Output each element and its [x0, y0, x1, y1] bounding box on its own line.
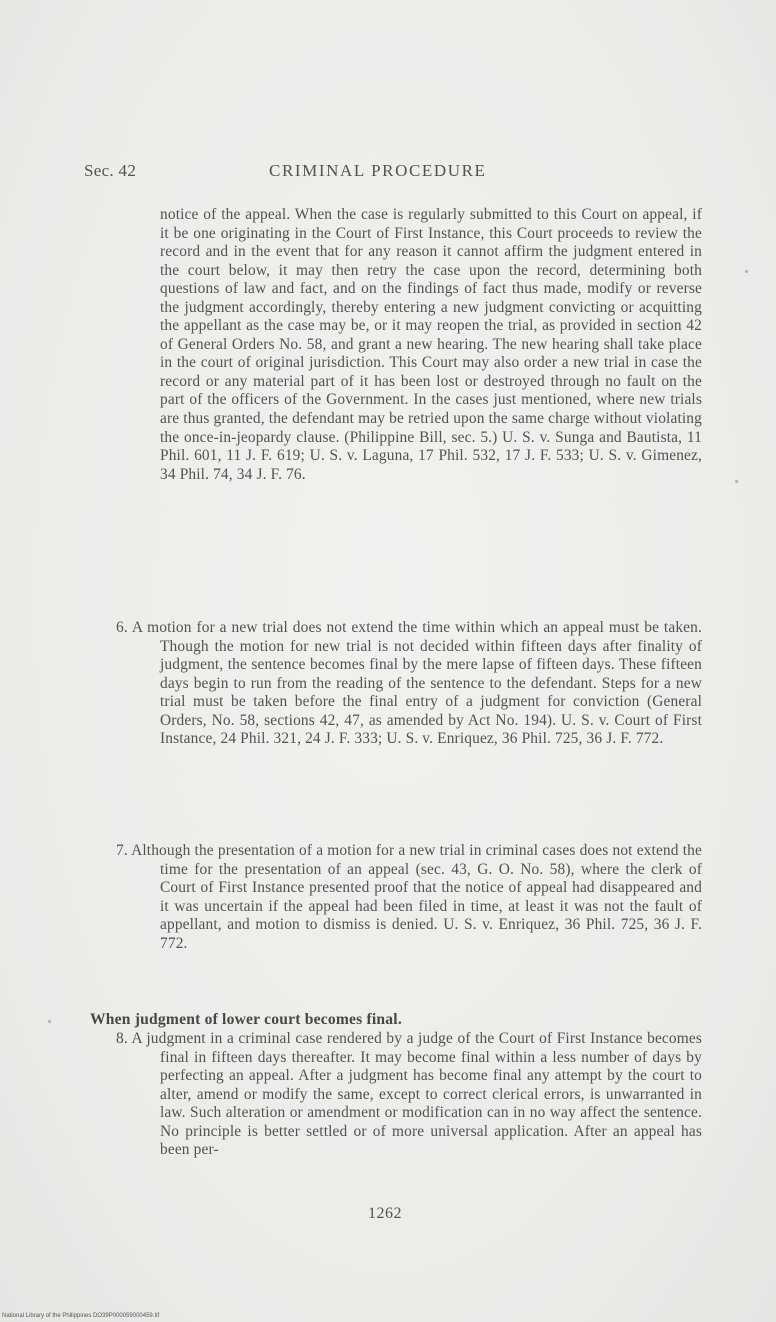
margin-speck — [48, 1020, 51, 1023]
item-text: A motion for a new trial does not extend the time within which an appeal must be taken. Though the motion for new trial is not decided within fifteen days after finality of judgment, the sentence becomes final by the mere lapse of fifteen days. These fifteen days begin to run from the reading of the sentence to the defendant. Steps for a new trial must be taken before the final entry of a judgment for conviction (General Orders, No. 58, sections 42, 47, as amended by Act No. 194). U. S. v. Court of First Instance, 24 Phil. 321, 24 J. F. 333; U. S. v. Enriquez, 36 Phil. 725, 36 J. F. 772. — [131, 619, 702, 748]
page-number: 1262 — [368, 1205, 402, 1222]
item-number: 8. — [116, 1030, 128, 1047]
section-subheading: When judgment of lower court becomes final. — [90, 1011, 402, 1028]
scan-footer: National Library of the Philippines DO39P000059000459.tif — [2, 1313, 160, 1319]
item-number: 6. — [116, 619, 128, 636]
section-label: Sec. 42 — [84, 161, 137, 180]
numbered-item-7 — [116, 842, 702, 953]
item-text: A judgment in a criminal case rendered by a judge of the Court of First Instance becomes final in fifteen days thereafter. It may become final within a less number of days by perfecting an appeal. After a judgment has become final any attempt by the court to alter, amend or modify the same, except to correct clerical errors, is unwarranted in law. Such alteration or amendment or modification can in no way affect the sentence. No principle is better settled or of more universal application. After an appeal has been per- — [131, 1030, 702, 1159]
numbered-item-8 — [116, 1030, 702, 1160]
margin-speck — [745, 270, 748, 273]
page-header — [84, 161, 724, 185]
item-text: Although the presentation of a motion for a new trial in criminal cases does not extend the time for the presentation of an appeal (sec. 43, G. O. No. 58), where the clerk of Court of First Instance presented proof that the notice of appeal had disappeared and it was uncertain if the appeal had been filed in time, at least it was not the fault of appellant, and motion to dismiss is denied. U. S. v. Enriquez, 36 Phil. 725, 36 J. F. 772. — [131, 842, 702, 952]
numbered-item-6 — [116, 619, 702, 749]
margin-speck — [735, 480, 738, 483]
running-title: CRIMINAL PROCEDURE — [269, 161, 487, 180]
continuation-paragraph: notice of the appeal. When the case is regularly submitted to this Court on appeal, if it be one originating in the Court of First Instance, this Court proceeds to review the record and in the event that for any reason it cannot affirm the judgment entered in the court below, it may then retry the case upon the record, determining both questions of law and fact, and on the findings of fact thus made, modify or reverse the judgment accordingly, thereby entering a new judgment convicting or acquitting the appellant as the case may be, or it may reopen the trial, as provided in section 42 of General Orders No. 58, and grant a new hearing. The new hearing shall take place in the court of original jurisdiction. This Court may also order a new trial in case the record or any material part of it has been lost or destroyed through no fault on the part of the officers of the Government. In the cases just mentioned, where new trials are thus granted, the defendant may be retried upon the same charge without violating the once-in-jeopardy clause. (Philippine Bill, sec. 5.) U. S. v. Sunga and Bautista, 11 Phil. 601, 11 J. F. 619; U. S. v. Laguna, 17 Phil. 532, 17 J. F. 533; U. S. v. Gimenez, 34 Phil. 74, 34 J. F. 76. — [160, 206, 702, 483]
item-number: 7. — [116, 842, 128, 859]
